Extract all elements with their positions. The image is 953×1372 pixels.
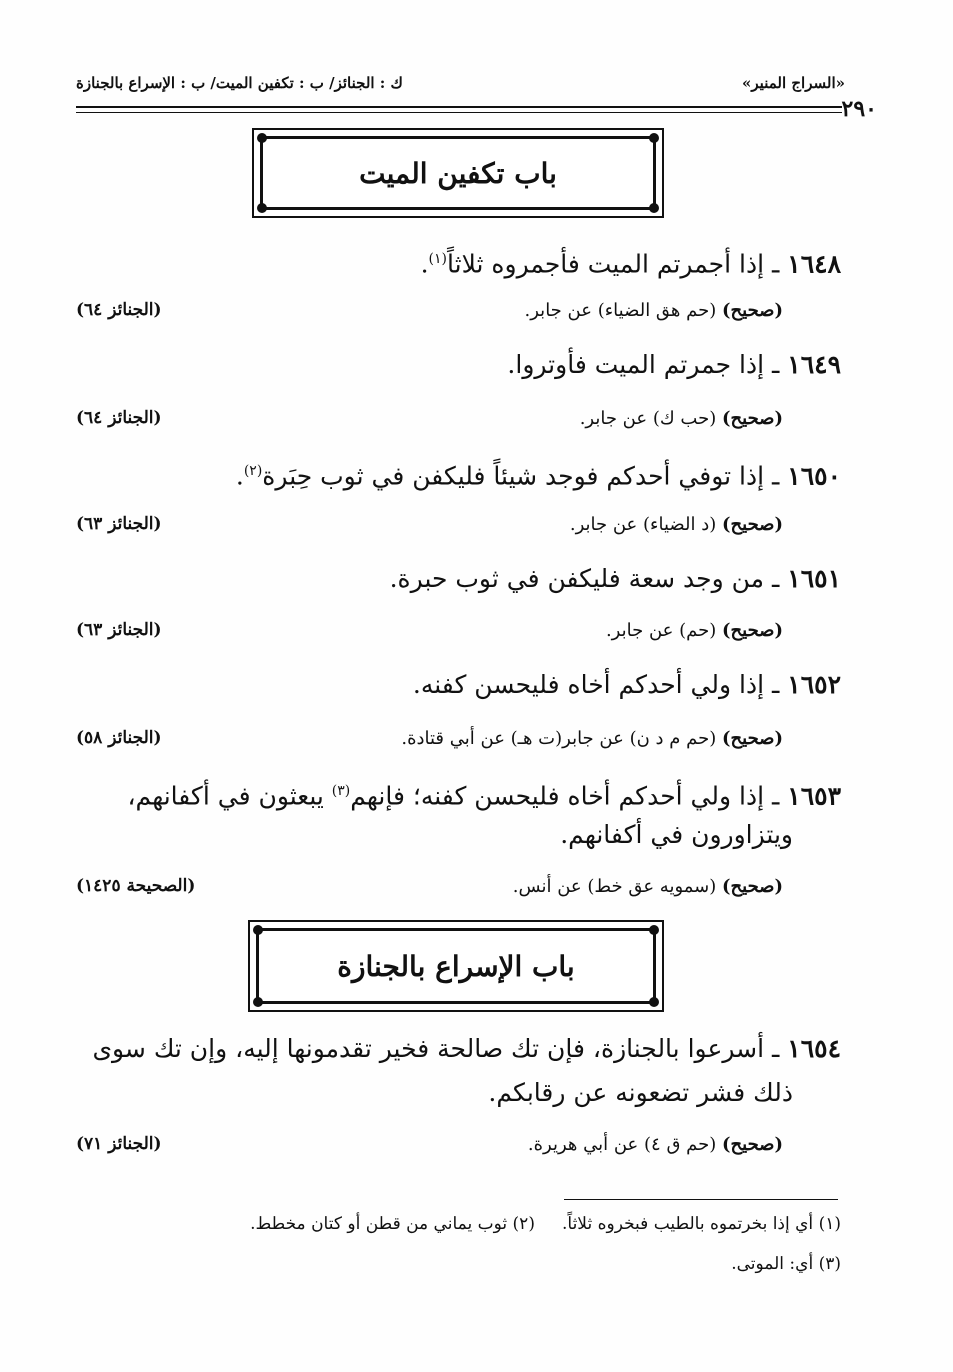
hadith-number: ١٦٤٨ <box>787 249 841 279</box>
hadith-source: (صحيح) (حم) عن جابر. <box>605 620 783 641</box>
hadith-number: ١٦٥٠ <box>787 461 841 491</box>
section-title-frame-1 <box>252 128 664 218</box>
hadith-1654: ١٦٥٤ ـ أسرعوا بالجنازة، فإن تك صالحة فخير تقدمونها إليه، وإن تك سوى <box>92 1034 841 1063</box>
hadith-1654-continuation: ذلك فشر تضعونه عن رقابكم. <box>488 1078 793 1107</box>
hadith-number: ١٦٤٩ <box>787 350 841 379</box>
hadith-source: (صحيح) (سمويه عق خط) عن أنس. <box>512 876 783 897</box>
hadith-grade: (صحيح) <box>722 300 783 321</box>
hadith-reference: (الجنائز ٦٣) <box>76 620 162 640</box>
hadith-source: (صحيح) (حب ك) عن جابر. <box>579 408 783 429</box>
page-number: ٢٩٠ <box>841 96 877 122</box>
section-title-1: باب تكفين الميت <box>359 156 557 190</box>
hadith-reference: (الجنائز ٦٤) <box>76 300 162 320</box>
footnote-text: أي إذا بخرتموه بالطيب فبخروه ثلاثاً. <box>561 1214 814 1234</box>
hadith-source: (صحيح) (د الضياء) عن جابر. <box>569 514 783 535</box>
header-rule-thick <box>76 106 842 108</box>
header-rule-thin <box>76 112 842 113</box>
hadith-source: (صحيح) (حم هق الضياء) عن جابر. <box>524 300 783 321</box>
running-header-chapter-path: ك : الجنائز/ ب : تكفين الميت/ ب : الإسراع بالجنازة <box>76 74 403 92</box>
hadith-number: ١٦٥٣ <box>787 781 841 811</box>
hadith-text: إذا توفي أحدكم فوجد شيئاً فليكفن في ثوب حِبَرة <box>262 461 765 491</box>
running-header-book-title: «السراج المنير» <box>742 74 845 92</box>
hadith-grade: (صحيح) <box>722 728 783 749</box>
hadith-grade: (صحيح) <box>722 620 783 641</box>
section-title-frame-2 <box>248 920 664 1012</box>
hadith-text: إذا جمرتم الميت فأوتروا. <box>507 350 765 379</box>
footnote-marker: (٣) <box>331 783 351 799</box>
footnote-number: (٣) <box>818 1254 841 1274</box>
footnote-separator <box>564 1199 838 1200</box>
hadith-number: ١٦٥٤ <box>787 1034 841 1063</box>
hadith-reference: (الجنائز ٦٤) <box>76 408 162 428</box>
hadith-reference: (الجنائز ٥٨) <box>76 728 162 748</box>
hadith-grade: (صحيح) <box>722 1134 783 1155</box>
hadith-reference: (الصحيحة ١٤٢٥) <box>76 876 196 896</box>
hadith-grade: (صحيح) <box>722 514 783 535</box>
hadith-1649: ١٦٤٩ ـ إذا جمرتم الميت فأوتروا. <box>507 350 841 379</box>
hadith-reference: (الجنائز ٧١) <box>76 1134 162 1154</box>
hadith-text: من وجد سعة فليكفن في ثوب حبرة. <box>389 564 765 593</box>
hadith-1648: ١٦٤٨ ـ إذا أجمرتم الميت فأجمروه ثلاثاً$^{(١)}$. <box>420 249 841 279</box>
section-title-2: باب الإسراع بالجنازة <box>337 949 575 983</box>
hadith-number: ١٦٥١ <box>787 564 841 593</box>
hadith-text: إذا أجمرتم الميت فأجمروه ثلاثاً <box>447 249 765 279</box>
footnote-marker: (١) <box>428 251 447 267</box>
hadith-text: إذا ولي أحدكم أخاه فليحسن كفنه. <box>412 670 765 699</box>
footnote-line-1 <box>250 1214 841 1234</box>
footnote-number: (٢) <box>512 1214 535 1234</box>
hadith-number: ١٦٥٢ <box>787 670 841 699</box>
hadith-reference: (الجنائز ٦٣) <box>76 514 162 534</box>
footnote-text: ثوب يماني من قطن أو كتان مخطط. <box>250 1214 508 1234</box>
hadith-grade: (صحيح) <box>722 408 783 429</box>
hadith-1652: ١٦٥٢ ـ إذا ولي أحدكم أخاه فليحسن كفنه. <box>412 670 841 699</box>
hadith-source: (صحيح) (حم ق ٤) عن أبي هريرة. <box>527 1134 783 1155</box>
footnote-marker: (٢) <box>243 463 263 479</box>
hadith-1653-continuation: ويتزاورون في أكفانهم. <box>560 820 793 849</box>
footnote-text: أي: الموتى. <box>731 1254 814 1274</box>
hadith-1651: ١٦٥١ ـ من وجد سعة فليكفن في ثوب حبرة. <box>389 564 841 593</box>
hadith-1650: ١٦٥٠ ـ إذا توفي أحدكم فوجد شيئاً فليكفن في ثوب حِبَرة$^{(٢)}$. <box>235 461 841 491</box>
hadith-text: إذا ولي أحدكم أخاه فليحسن كفنه؛ فإنهم <box>350 781 765 811</box>
hadith-text: أسرعوا بالجنازة، فإن تك صالحة فخير تقدمونها إليه، وإن تك سوى <box>92 1034 765 1063</box>
hadith-source: (صحيح) (حم م د ن) عن جابر(ت هـ) عن أبي قتادة. <box>401 728 783 749</box>
hadith-grade: (صحيح) <box>722 876 783 897</box>
hadith-1653: ١٦٥٣ ـ إذا ولي أحدكم أخاه فليحسن كفنه؛ فإنهم$^{(٣)}$ يبعثون في أكفانهم، <box>127 781 841 811</box>
footnote-number: (١) <box>818 1214 841 1234</box>
footnote-line-2 <box>731 1254 841 1274</box>
